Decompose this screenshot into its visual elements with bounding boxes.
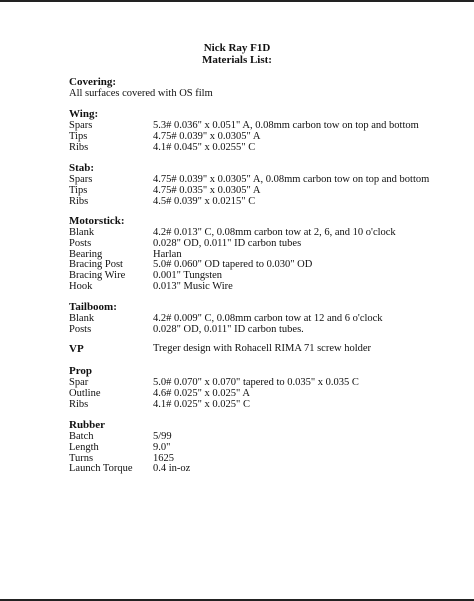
row-label: Bracing Post <box>69 259 123 271</box>
row-value: 0.4 in-oz <box>153 463 191 475</box>
vp-heading: VP <box>69 343 84 355</box>
row-label: Tips <box>69 130 88 142</box>
row-label: Spars <box>69 174 93 185</box>
row-value: 5/99 <box>153 431 172 442</box>
document-subtitle: Materials List: <box>202 54 272 66</box>
row-value: 4.2# 0.009" C, 0.08mm carbon tow at 12 and 6 o'clock <box>153 313 383 324</box>
row-value: 0.013" Music Wire <box>153 280 233 292</box>
row-label: Blank <box>69 227 95 238</box>
row-value: 1625 <box>153 452 174 464</box>
row-label: Tips <box>69 184 88 196</box>
table-row <box>69 197 469 208</box>
motorstick-section <box>69 216 469 293</box>
row-label: Ribs <box>69 141 89 153</box>
row-label: Batch <box>69 431 94 442</box>
covering-text: All surfaces covered with OS film <box>69 88 213 99</box>
row-value: 4.6# 0.025" x 0.025" A <box>153 387 250 399</box>
row-label: Ribs <box>69 398 89 410</box>
row-label: Outline <box>69 387 101 399</box>
table-row <box>69 464 469 475</box>
table-row <box>69 239 469 250</box>
row-value: 4.1# 0.025" x 0.025" C <box>153 398 250 410</box>
table-row <box>69 432 469 443</box>
row-label: Ribs <box>69 195 89 207</box>
row-value: Harlan <box>153 248 182 260</box>
motorstick-heading: Motorstick: <box>69 215 125 227</box>
row-label: Posts <box>69 237 92 249</box>
row-value: 4.75# 0.039" x 0.0305" A <box>153 130 261 142</box>
table-row <box>69 325 469 336</box>
row-label: Hook <box>69 280 93 292</box>
tailboom-heading: Tailboom: <box>69 301 117 313</box>
covering-heading: Covering: <box>69 76 117 88</box>
stab-heading: Stab: <box>69 162 95 174</box>
rubber-section <box>69 420 469 475</box>
rubber-heading: Rubber <box>69 419 106 431</box>
prop-heading: Prop <box>69 365 93 377</box>
table-row <box>69 389 469 400</box>
row-label: Bracing Wire <box>69 270 126 282</box>
row-value: 4.5# 0.039" x 0.0215" C <box>153 195 256 207</box>
row-label: Launch Torque <box>69 463 133 475</box>
row-value: 5.0# 0.060" OD tapered to 0.030" OD <box>153 259 313 271</box>
row-label: Bearing <box>69 248 103 260</box>
row-value: 0.028" OD, 0.011" ID carbon tubes <box>153 237 302 249</box>
row-label: Length <box>69 441 99 453</box>
table-row <box>69 175 469 186</box>
row-value: 5.3# 0.036" x 0.051" A, 0.08mm carbon tow on top and bottom <box>153 120 419 131</box>
stab-section <box>69 163 469 207</box>
row-value: 5.0# 0.070" x 0.070" tapered to 0.035" x 0.035 C <box>153 377 359 388</box>
row-label: Turns <box>69 452 94 464</box>
table-row <box>69 271 469 282</box>
document-title: Nick Ray F1D <box>203 42 271 54</box>
table-row <box>69 443 469 454</box>
row-value: 4.1# 0.045" x 0.0255" C <box>153 141 256 153</box>
wing-heading: Wing: <box>69 108 99 120</box>
row-value: 4.2# 0.013" C, 0.08mm carbon tow at 2, 6, and 10 o'clock <box>153 227 396 238</box>
row-label: Blank <box>69 313 95 324</box>
table-row <box>69 282 469 293</box>
row-value: 0.001" Tungsten <box>153 270 223 282</box>
wing-section <box>69 109 469 153</box>
top-border <box>0 0 474 2</box>
row-label: Spar <box>69 377 89 388</box>
row-value: 0.028" OD, 0.011" ID carbon tubes. <box>153 323 304 335</box>
table-row <box>69 132 469 143</box>
row-value: 4.75# 0.035" x 0.0305" A <box>153 184 261 196</box>
table-row <box>69 400 469 411</box>
covering-section <box>69 77 469 100</box>
vp-value: Treger design with Rohacell RIMA 71 screw holder <box>153 343 372 354</box>
row-value: 4.75# 0.039" x 0.0305" A, 0.08mm carbon tow on top and bottom <box>153 174 430 185</box>
table-row <box>69 121 469 132</box>
row-label: Posts <box>69 323 92 335</box>
row-value: 9.0" <box>153 441 171 453</box>
table-row <box>69 143 469 154</box>
table-row <box>69 260 469 271</box>
row-label: Spars <box>69 120 93 131</box>
vp-section <box>69 344 469 356</box>
tailboom-section <box>69 302 469 336</box>
prop-section <box>69 366 469 410</box>
table-row <box>69 186 469 197</box>
table-row <box>69 378 469 389</box>
